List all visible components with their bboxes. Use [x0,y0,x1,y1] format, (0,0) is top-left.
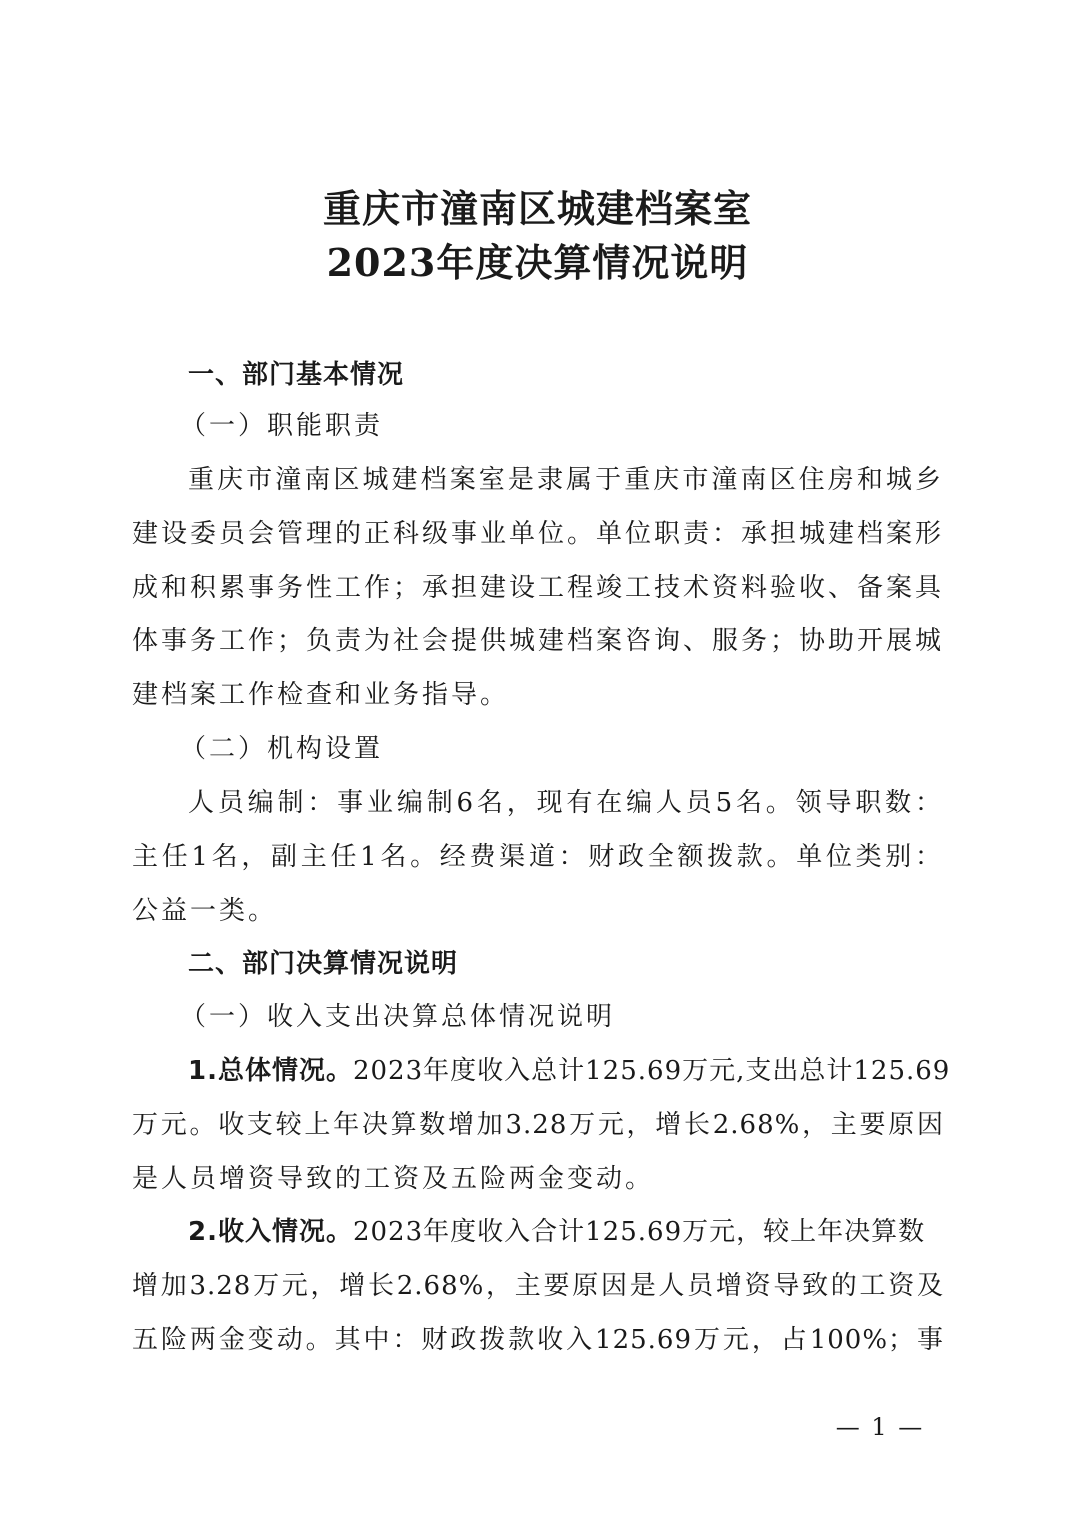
document-title-line2: 2023年度决算情况说明 [326,240,749,285]
para1-line-2: 万元。收支较上年决算数增加3.28万元，增长2.68%，主要原因 [132,1110,944,1140]
sub3-heading: （一）收入支出决算总体情况说明 [180,1002,616,1032]
sub2-line-1: 人员编制：事业编制6名，现有在编人员5名。领导职数： [188,788,944,818]
para1-label: 1.总体情况。 [188,1056,353,1086]
section2-heading: 二、部门决算情况说明 [188,949,459,979]
para1-line-3: 是人员增资导致的工资及五险两金变动。 [132,1164,655,1194]
sub2-line-2: 主任1名，副主任1名。经费渠道：财政全额拨款。单位类别： [132,842,944,872]
para2-line-1: 2023年度收入合计125.69万元，较上年决算数 [352,1217,926,1247]
sub1-line-1: 重庆市潼南区城建档案室是隶属于重庆市潼南区住房和城乡 [188,465,944,495]
sub1-line-3: 成和积累事务性工作；承担建设工程竣工技术资料验收、备案具 [132,573,945,603]
sub2-line-3: 公益一类。 [132,896,278,926]
para1-line-1: 2023年度收入总计125.69万元,支出总计125.69 [352,1056,951,1086]
sub1-line-5: 建档案工作检查和业务指导。 [132,680,510,710]
page-number: — 1 — [835,1413,925,1441]
sub1-line-4: 体事务工作；负责为社会提供城建档案咨询、服务；协助开展城 [132,626,945,656]
sub2-heading: （二）机构设置 [180,734,384,764]
section1-heading: 一、部门基本情况 [188,360,405,390]
para1-first-line [188,1053,951,1089]
para2-first-line [188,1214,944,1250]
document-title-line1: 重庆市潼南区城建档案室 [322,186,752,231]
sub1-heading: （一）职能职责 [180,411,384,441]
para2-line-2: 增加3.28万元，增长2.68%，主要原因是人员增资导致的工资及 [132,1271,944,1301]
sub1-line-2: 建设委员会管理的正科级事业单位。单位职责：承担城建档案形 [132,519,945,549]
para2-line-3: 五险两金变动。其中：财政拨款收入125.69万元，占100%；事 [132,1325,944,1355]
para2-label: 2.收入情况。 [188,1217,353,1247]
